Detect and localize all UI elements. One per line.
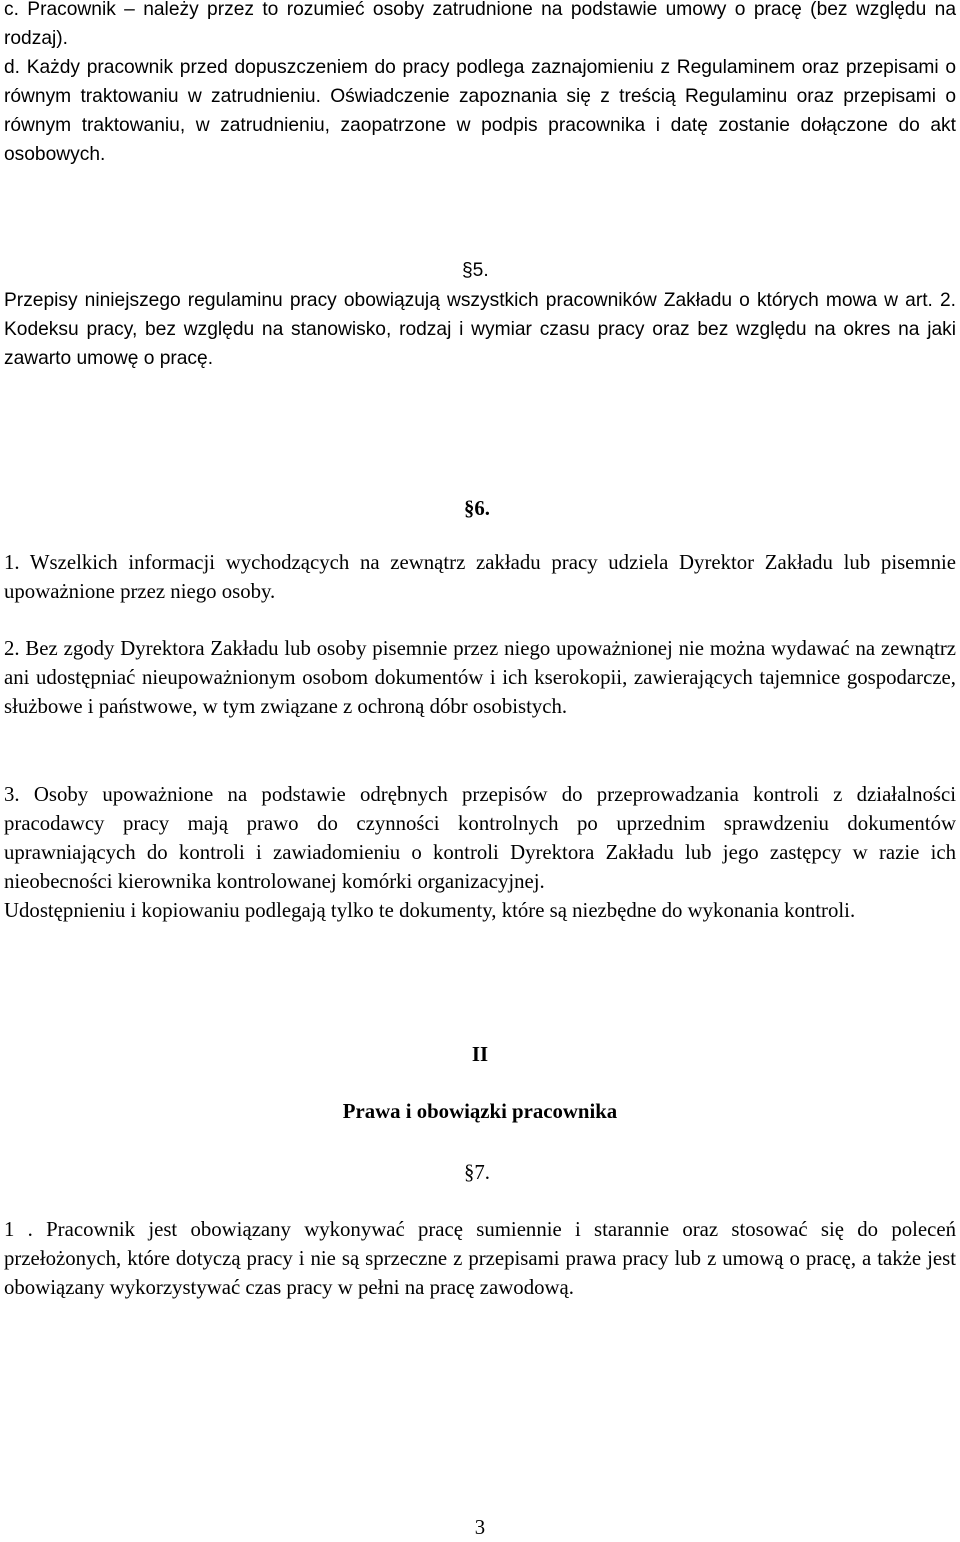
paragraph-d-second: Oświadczenie zapoznania się z treścią Regulaminu oraz przepisami o równym traktowaniu, w zatrudnieniu, zaopatrzone w podpis pracownika i datę zostanie dołączone do akt osobowych. <box>4 86 956 165</box>
section-sign-icon: § <box>464 497 475 520</box>
paragraph-c: c. Pracownik – należy przez to rozumieć osoby zatrudnione na podstawie umowy o pracę (bez względu na rodzaj). <box>4 0 956 49</box>
section-5-body <box>4 286 956 373</box>
section-6-point-2 <box>4 634 956 721</box>
chapter-title: Prawa i obowiązki pracownika <box>342 1100 618 1123</box>
section-7-point-1 <box>4 1215 956 1302</box>
section-7-number: 7. <box>474 1161 491 1184</box>
section-7-heading <box>464 1158 490 1187</box>
section-7-p1: 1 . Pracownik jest obowiązany wykonywać pracę sumiennie i starannie oraz stosować się do poleceń przełożonych, które dotyczą pracy i nie są sprzeczne z przepisami prawa pracy lub z umową o pracę, a także jest obowiązany wykorzystywać czas pracy w pełni na pracę zawodową. <box>4 1218 956 1299</box>
intro-definitions <box>4 0 956 169</box>
section-6-p4: Udostępnieniu i kopiowaniu podlegają tylko te dokumenty, które są niezbędne do wykonania kontroli. <box>4 899 856 922</box>
section-sign-icon: § <box>462 260 473 281</box>
section-6-point-1 <box>4 548 956 606</box>
section-5-heading <box>462 256 489 285</box>
section-6-p3: 3. Osoby upoważnione na podstawie odrębnych przepisów do przeprowadzania kontroli z działalności pracodawcy pracy mają prawo do czynności kontrolnych po uprzednim sprawdzeniu dokumentów uprawniających do kontroli i zawiadomieniu o kontroli Dyrektora Zakładu lub jego zastępcy w razie ich nieobecności kierownika kontrolowanej komórki organizacyjnej. <box>4 783 956 893</box>
section-sign-icon: § <box>464 1161 475 1184</box>
section-6-heading <box>464 494 490 523</box>
paragraph-d <box>4 53 956 169</box>
section-6-point-3 <box>4 780 956 925</box>
section-5-text: Przepisy niniejszego regulaminu pracy obowiązują wszystkich pracowników Zakładu o których mowa w art. 2. Kodeksu pracy, bez względu na stanowisko, rodzaj i wymiar czasu pracy oraz bez względu na okres na jaki zawarto umowę o pracę. <box>4 290 956 369</box>
paragraph-d-first: d. Każdy pracownik przed dopuszczeniem do pracy podlega zaznajomieniu z Regulaminem oraz przepisami o równym traktowaniu w zatrudnieniu. <box>4 57 956 107</box>
page-number: 3 <box>474 1516 486 1539</box>
section-6-number: 6. <box>474 497 491 520</box>
chapter-number: II <box>471 1043 489 1066</box>
section-6-p1: 1. Wszelkich informacji wychodzących na zewnątrz zakładu pracy udziela Dyrektor Zakładu lub pisemnie upoważnione przez niego osoby. <box>4 551 956 603</box>
section-5-number: 5. <box>472 260 489 281</box>
section-6-p2: 2. Bez zgody Dyrektora Zakładu lub osoby pisemnie przez niego upoważnionej nie można wydawać na zewnątrz ani udostępniać nieupoważnionym osobom dokumentów i ich kserokopii, zawierających tajemnice gospodarcze, służbowe i państwowe, w tym związane z ochroną dóbr osobistych. <box>4 637 956 718</box>
